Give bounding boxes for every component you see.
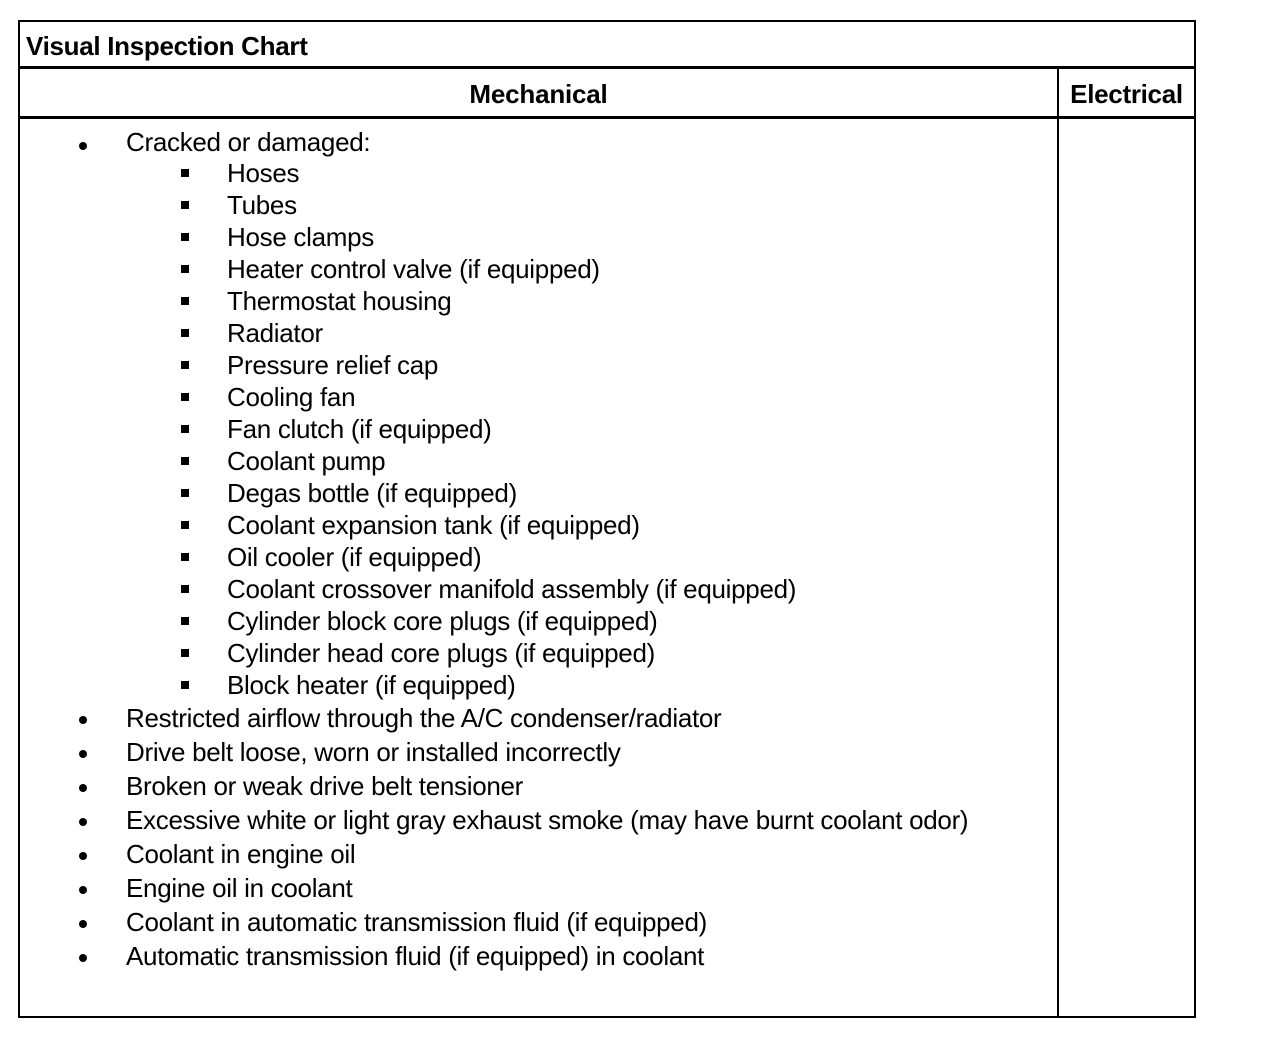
bullet-square-icon [181, 489, 189, 497]
bullet-square-icon [181, 457, 189, 465]
bullet-square-icon [181, 169, 189, 177]
mechanical-sub-item-text: Cylinder head core plugs (if equipped) [227, 638, 655, 668]
bullet-dot-icon [79, 920, 87, 928]
bullet-square-icon [181, 617, 189, 625]
mechanical-item [20, 837, 1057, 871]
mechanical-sub-item [126, 317, 1057, 349]
mechanical-sub-item [126, 381, 1057, 413]
mechanical-item [20, 905, 1057, 939]
bullet-square-icon [181, 585, 189, 593]
bullet-square-icon [181, 553, 189, 561]
bullet-square-icon [181, 329, 189, 337]
mechanical-sub-item [126, 509, 1057, 541]
mechanical-sub-item-text: Hoses [227, 158, 300, 188]
column-header-row [20, 69, 1194, 119]
bullet-dot-icon [79, 852, 87, 860]
mechanical-sub-item-text: Tubes [227, 190, 297, 220]
mechanical-sub-item [126, 349, 1057, 381]
mechanical-sub-item [126, 285, 1057, 317]
mechanical-sub-item [126, 221, 1057, 253]
mechanical-item [20, 701, 1057, 735]
bullet-square-icon [181, 361, 189, 369]
bullet-square-icon [181, 233, 189, 241]
mechanical-sub-item-text: Radiator [227, 318, 323, 348]
mechanical-column-body [20, 119, 1057, 1017]
mechanical-sub-item-text: Coolant crossover manifold assembly (if equipped) [227, 574, 797, 604]
mechanical-sub-item-text: Pressure relief cap [227, 350, 439, 380]
electrical-column-header: Electrical [1070, 79, 1183, 109]
mechanical-sub-item [126, 253, 1057, 285]
mechanical-item-text: Coolant in automatic transmission fluid (if equipped) [126, 907, 707, 937]
mechanical-sub-item [126, 189, 1057, 221]
bullet-square-icon [181, 265, 189, 273]
bullet-square-icon [181, 521, 189, 529]
bullet-dot-icon [79, 954, 87, 962]
mechanical-item-text: Broken or weak drive belt tensioner [126, 771, 524, 801]
mechanical-sub-item-text: Block heater (if equipped) [227, 670, 516, 700]
mechanical-item-text: Coolant in engine oil [126, 839, 356, 869]
mechanical-sub-item [126, 445, 1057, 477]
bullet-dot-icon [79, 142, 87, 150]
mechanical-item [20, 803, 1057, 837]
mechanical-sub-item [126, 413, 1057, 445]
visual-inspection-chart [18, 20, 1196, 1018]
bullet-dot-icon [79, 784, 87, 792]
mechanical-item-list [20, 127, 1057, 973]
mechanical-sub-item-text: Hose clamps [227, 222, 374, 252]
mechanical-item-text: Automatic transmission fluid (if equipped) in coolant [126, 941, 705, 971]
bullet-dot-icon [79, 818, 87, 826]
mechanical-item-text: Drive belt loose, worn or installed incorrectly [126, 737, 621, 767]
mechanical-item-text: Excessive white or light gray exhaust smoke (may have burnt coolant odor) [126, 805, 969, 835]
mechanical-item-text: Engine oil in coolant [126, 873, 353, 903]
mechanical-item-text: Cracked or damaged: [126, 127, 371, 157]
mechanical-item [20, 871, 1057, 905]
chart-title-row [20, 22, 1194, 69]
bullet-dot-icon [79, 716, 87, 724]
mechanical-sub-item-text: Fan clutch (if equipped) [227, 414, 492, 444]
mechanical-item [20, 127, 1057, 701]
mechanical-sub-item [126, 541, 1057, 573]
mechanical-sub-item [126, 157, 1057, 189]
bullet-square-icon [181, 201, 189, 209]
mechanical-sub-item-list [126, 157, 1057, 701]
bullet-square-icon [181, 681, 189, 689]
mechanical-sub-item-text: Thermostat housing [227, 286, 452, 316]
chart-title: Visual Inspection Chart [26, 31, 308, 61]
bullet-square-icon [181, 393, 189, 401]
bullet-square-icon [181, 297, 189, 305]
mechanical-sub-item [126, 573, 1057, 605]
bullet-dot-icon [79, 886, 87, 894]
bullet-square-icon [181, 425, 189, 433]
mechanical-item [20, 769, 1057, 803]
mechanical-sub-item [126, 669, 1057, 701]
mechanical-sub-item-text: Cylinder block core plugs (if equipped) [227, 606, 658, 636]
mechanical-sub-item-text: Degas bottle (if equipped) [227, 478, 517, 508]
mechanical-item [20, 939, 1057, 973]
mechanical-sub-item [126, 605, 1057, 637]
mechanical-item-text: Restricted airflow through the A/C condenser/radiator [126, 703, 722, 733]
mechanical-item [20, 735, 1057, 769]
bullet-dot-icon [79, 750, 87, 758]
mechanical-sub-item [126, 477, 1057, 509]
mechanical-sub-item [126, 637, 1057, 669]
column-divider [1057, 69, 1059, 1018]
bullet-square-icon [181, 649, 189, 657]
mechanical-sub-item-text: Coolant expansion tank (if equipped) [227, 510, 640, 540]
mechanical-column-header: Mechanical [469, 79, 608, 109]
mechanical-sub-item-text: Cooling fan [227, 382, 356, 412]
mechanical-sub-item-text: Oil cooler (if equipped) [227, 542, 482, 572]
mechanical-sub-item-text: Coolant pump [227, 446, 386, 476]
mechanical-sub-item-text: Heater control valve (if equipped) [227, 254, 600, 284]
